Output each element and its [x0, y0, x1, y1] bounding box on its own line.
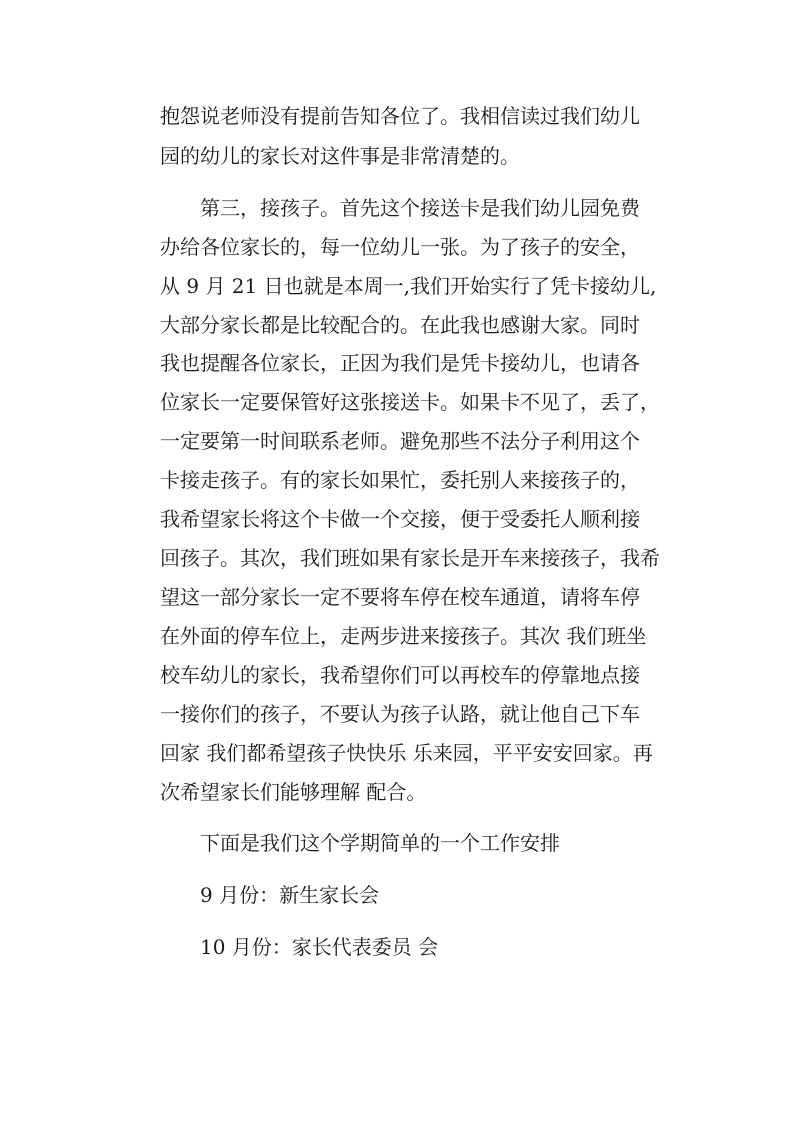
paragraph-line: 望这一部分家长一定不要将车停在校车通道，请将车停	[160, 585, 640, 609]
paragraph-line: 园的幼儿的家长对这件事是非常清楚的。	[160, 144, 520, 168]
schedule-item: 9 月份：新生家长会	[200, 883, 380, 907]
paragraph-line: 回孩子。其次，我们班如果有家长是开车来接孩子，我希	[160, 546, 660, 570]
paragraph-line: 我希望家长将这个卡做一个交接，便于受委托人顺利接	[160, 507, 640, 531]
paragraph-line: 大部分家长都是比较配合的。在此我也感谢大家。同时	[160, 313, 640, 337]
paragraph-line: 回家 我们都希望孩子快快乐 乐来园，平平安安回家。再	[160, 741, 653, 765]
paragraph-line: 一接你们的孩子，不要认为孩子认路，就让他自己下车	[160, 702, 640, 726]
paragraph-line: 从 9 月 21 日也就是本周一,我们开始实行了凭卡接幼儿,	[160, 274, 657, 298]
paragraph-line: 第三，接孩子。首先这个接送卡是我们幼儿园免费	[200, 196, 640, 220]
paragraph-line: 在外面的停车位上，走两步进来接孩子。其次 我们班坐	[160, 624, 647, 648]
schedule-intro: 下面是我们这个学期简单的一个工作安排	[200, 831, 560, 855]
paragraph-line: 校车幼儿的家长，我希望你们可以再校车的停靠地点接	[160, 663, 640, 687]
paragraph-line: 办给各位家长的，每一位幼儿一张。为了孩子的安全，	[160, 235, 640, 259]
paragraph-line: 次希望家长们能够理解 配合。	[160, 780, 427, 804]
paragraph-line: 抱怨说老师没有提前告知各位了。我相信读过我们幼儿	[160, 104, 640, 128]
paragraph-line: 位家长一定要保管好这张接送卡。如果卡不见了，丢了，	[160, 390, 660, 414]
paragraph-line: 卡接走孩子。有的家长如果忙，委托别人来接孩子的，	[160, 468, 640, 492]
paragraph-line: 一定要第一时间联系老师。避免那些不法分子利用这个	[160, 429, 640, 453]
schedule-item: 10 月份：家长代表委员 会	[200, 935, 439, 959]
paragraph-line: 我也提醒各位家长，正因为我们是凭卡接幼儿，也请各	[160, 351, 640, 375]
